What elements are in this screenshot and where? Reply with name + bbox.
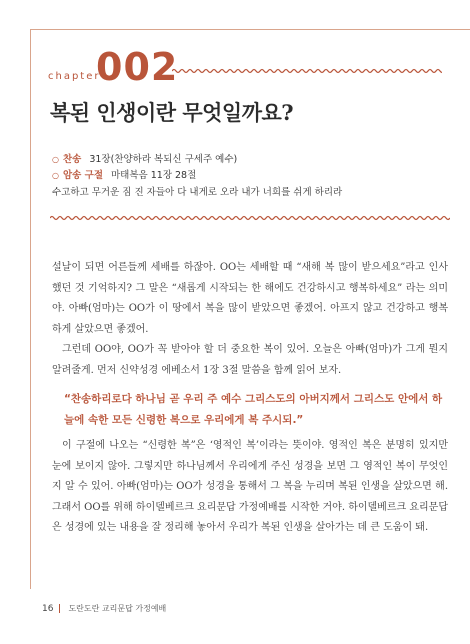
memory-label: 암송 구절 xyxy=(62,170,103,181)
book-title: 도란도란 교리문답 가정예배 xyxy=(68,604,167,613)
body-paragraph-1: 설날이 되면 어른들께 세배를 하잖아. OO는 세배할 때 “새해 복 많이 받으세요”라고 인사했던 것 기억하지? 그 말은 “새롭게 시작되는 한 해에도 건강하시고 행복하세요” 라는 의미야. 아빠(엄마)는 OO가 이 땅에서 복을 많이 받았으면 좋겠어. 아프지 않고 건강하고 행복하게 살았으면 좋겠어. xyxy=(52,262,448,335)
body-paragraph-2: 그런데 OO야, OO가 꼭 받아야 할 더 중요한 복이 있어. 오늘은 아빠(엄마)가 그게 뭔지 알려줄게. 먼저 신약성경 에베소서 1장 3절 말씀을 함께 읽어 보자. xyxy=(52,344,448,376)
circle-bullet-icon: ○ xyxy=(52,155,59,164)
page-title: 복된 인생이란 무엇일까요? xyxy=(50,100,294,125)
memory-verse: 수고하고 무거운 짐 진 자들아 다 내게로 오라 내가 너희를 쉬게 하리라 xyxy=(52,187,343,198)
frame-top-border xyxy=(30,29,470,30)
section-wave-divider xyxy=(50,213,450,223)
page-footer xyxy=(42,603,166,614)
footer-separator xyxy=(59,604,60,613)
frame-left-border xyxy=(30,29,31,589)
hymn-reference xyxy=(52,151,237,165)
hymn-label: 찬송 xyxy=(62,154,82,165)
hymn-text: 31장(찬양하라 복되신 구세주 예수) xyxy=(89,154,238,165)
chapter-wave-divider xyxy=(172,66,442,76)
chapter-label: chapter xyxy=(48,71,101,82)
scripture-quote: “찬송하리로다 하나님 곧 우리 주 예수 그리스도의 아버지께서 그리스도 안에서 하늘에 속한 모든 신령한 복으로 우리에게 복 주시되.” xyxy=(64,393,443,426)
chapter-number: 002 xyxy=(96,45,179,89)
memory-text: 마태복음 11장 28절 xyxy=(111,170,197,181)
body-paragraph-3: 이 구절에 나오는 “신령한 복”은 ‘영적인 복’이라는 뜻이야. 영적인 복은 분명히 있지만 눈에 보이지 않아. 그렇지만 하나님께서 우리에게 주신 성경을 보면 그 영적인 복이 무엇인지 알 수 있어. 아빠(엄마)는 OO가 성경을 통해서 그 복을 누리며 복된 인생을 살았으면 해. 그래서 OO를 위해 하이델베르크 요리문답 가정예배를 시작한 거야. 하이델베르크 요리문답은 성경에 있는 내용을 잘 정리해 놓아서 우리가 복된 인생을 살아가는 데 큰 도움이 돼. xyxy=(52,440,448,533)
page-number: 16 xyxy=(42,604,54,614)
memory-reference xyxy=(52,167,196,181)
circle-bullet-icon: ○ xyxy=(52,171,59,180)
